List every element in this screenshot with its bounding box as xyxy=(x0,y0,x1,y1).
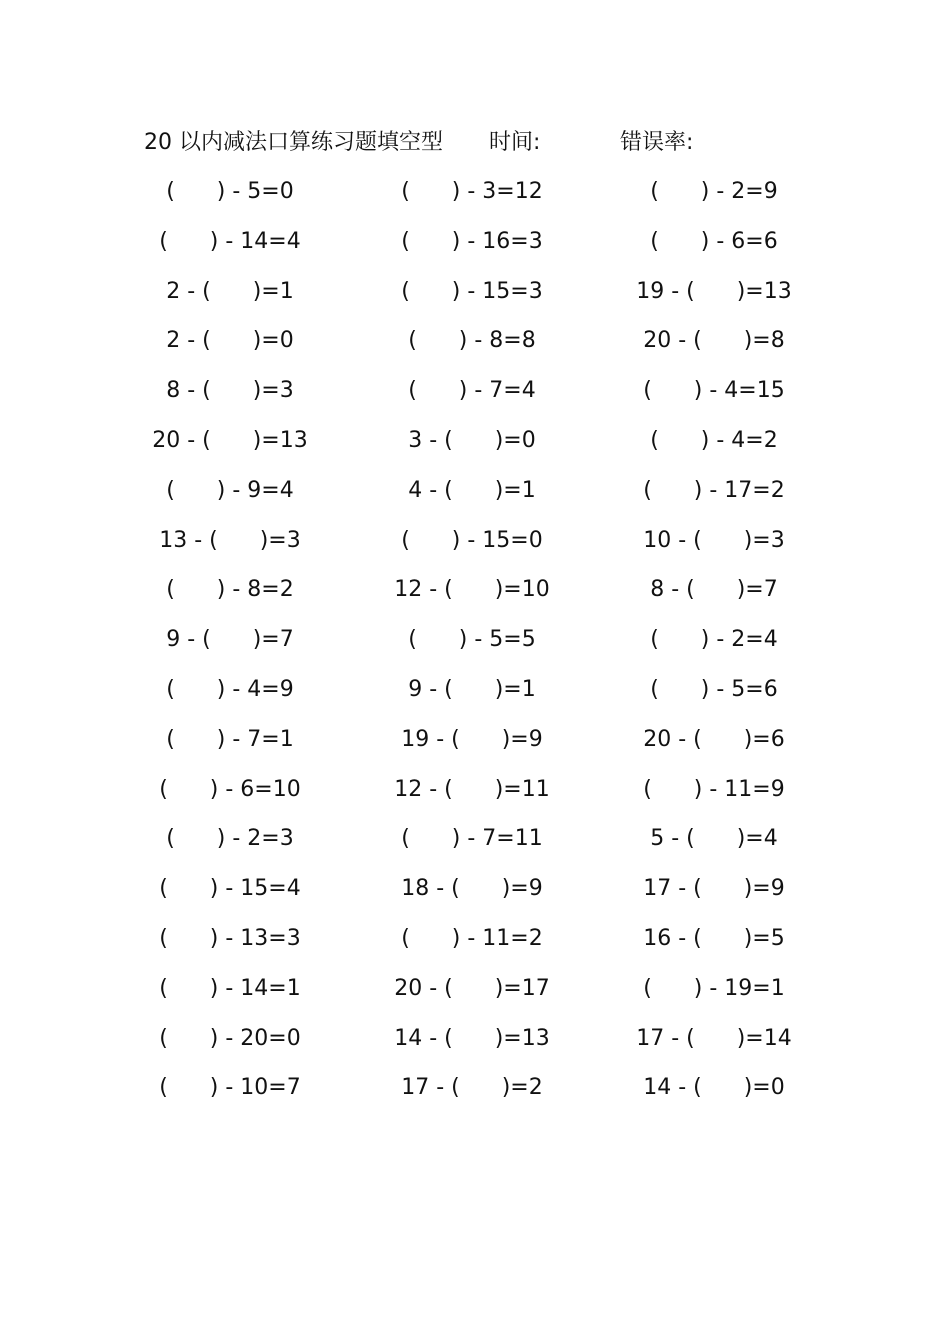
error-rate-label: 错误率: xyxy=(620,130,694,155)
problem-row xyxy=(0,275,950,325)
problem-row xyxy=(0,573,950,623)
worksheet-title: 20 以内减法口算练习题填空型 xyxy=(144,130,443,155)
problem-item: ( ) - 7=11 xyxy=(401,826,543,852)
problem-item: 8 - ( )=7 xyxy=(650,577,778,603)
problem-item: 14 - ( )=13 xyxy=(394,1025,550,1051)
problem-item: ( ) - 4=15 xyxy=(643,378,785,404)
problem-row xyxy=(0,424,950,474)
problem-item: ( ) - 8=8 xyxy=(408,328,536,354)
problem-item: ( ) - 15=0 xyxy=(401,527,543,553)
problem-item: 8 - ( )=3 xyxy=(166,378,294,404)
problem-item: 10 - ( )=3 xyxy=(643,527,785,553)
problem-item: 2 - ( )=1 xyxy=(166,278,294,304)
problem-row xyxy=(0,623,950,673)
time-label: 时间: xyxy=(489,130,541,155)
problem-row xyxy=(0,922,950,972)
problem-item: 9 - ( )=1 xyxy=(408,676,536,702)
problem-item: ( ) - 5=0 xyxy=(166,179,294,204)
problem-item: ( ) - 11=2 xyxy=(401,925,543,951)
problem-item: ( ) - 2=3 xyxy=(166,826,294,852)
problem-item: 17 - ( )=2 xyxy=(401,1075,543,1101)
problem-item: 17 - ( )=9 xyxy=(643,876,785,902)
problem-item: 12 - ( )=11 xyxy=(394,776,550,802)
problem-row xyxy=(0,524,950,574)
problem-item: ( ) - 4=2 xyxy=(650,427,778,453)
problem-item: ( ) - 2=9 xyxy=(650,179,778,204)
problem-item: ( ) - 19=1 xyxy=(643,975,785,1001)
problem-item: 20 - ( )=8 xyxy=(643,328,785,354)
problem-item: ( ) - 4=9 xyxy=(166,676,294,702)
problem-item: ( ) - 3=12 xyxy=(401,179,543,204)
problem-item: ( ) - 2=4 xyxy=(650,627,778,653)
problem-item: 19 - ( )=13 xyxy=(636,278,792,304)
problem-row xyxy=(0,175,950,225)
problem-item: 2 - ( )=0 xyxy=(166,328,294,354)
problem-item: ( ) - 17=2 xyxy=(643,477,785,503)
problem-item: ( ) - 8=2 xyxy=(166,577,294,603)
problem-item: ( ) - 7=4 xyxy=(408,378,536,404)
problem-item: 9 - ( )=7 xyxy=(166,627,294,653)
problem-row xyxy=(0,324,950,374)
problem-item: ( ) - 6=10 xyxy=(159,776,301,802)
problem-item: 14 - ( )=0 xyxy=(643,1075,785,1101)
problem-row xyxy=(0,673,950,723)
problem-item: ( ) - 7=1 xyxy=(166,726,294,752)
problem-row xyxy=(0,773,950,823)
problem-item: ( ) - 14=1 xyxy=(159,975,301,1001)
problem-item: ( ) - 15=3 xyxy=(401,278,543,304)
problem-item: 17 - ( )=14 xyxy=(636,1025,792,1051)
problem-row xyxy=(0,972,950,1022)
problem-item: ( ) - 10=7 xyxy=(159,1075,301,1101)
problem-item: 18 - ( )=9 xyxy=(401,876,543,902)
problem-item: ( ) - 20=0 xyxy=(159,1025,301,1051)
problem-item: ( ) - 14=4 xyxy=(159,228,301,254)
problem-row xyxy=(0,1071,950,1121)
problem-item: 3 - ( )=0 xyxy=(408,427,536,453)
problem-item: ( ) - 16=3 xyxy=(401,228,543,254)
problem-grid xyxy=(0,175,950,1121)
problem-item: 20 - ( )=13 xyxy=(152,427,308,453)
problem-item: ( ) - 11=9 xyxy=(643,776,785,802)
problem-row xyxy=(0,723,950,773)
problem-item: 4 - ( )=1 xyxy=(408,477,536,503)
problem-item: ( ) - 13=3 xyxy=(159,925,301,951)
problem-row xyxy=(0,474,950,524)
problem-row xyxy=(0,225,950,275)
problem-item: 20 - ( )=17 xyxy=(394,975,550,1001)
problem-item: 5 - ( )=4 xyxy=(650,826,778,852)
problem-row xyxy=(0,374,950,424)
problem-item: ( ) - 9=4 xyxy=(166,477,294,503)
problem-row xyxy=(0,822,950,872)
problem-row xyxy=(0,1022,950,1072)
problem-item: 20 - ( )=6 xyxy=(643,726,785,752)
problem-item: ( ) - 6=6 xyxy=(650,228,778,254)
problem-item: 16 - ( )=5 xyxy=(643,925,785,951)
problem-item: 19 - ( )=9 xyxy=(401,726,543,752)
problem-item: 12 - ( )=10 xyxy=(394,577,550,603)
problem-row xyxy=(0,872,950,922)
problem-item: ( ) - 5=5 xyxy=(408,627,536,653)
problem-item: ( ) - 5=6 xyxy=(650,676,778,702)
problem-item: ( ) - 15=4 xyxy=(159,876,301,902)
problem-item: 13 - ( )=3 xyxy=(159,527,301,553)
